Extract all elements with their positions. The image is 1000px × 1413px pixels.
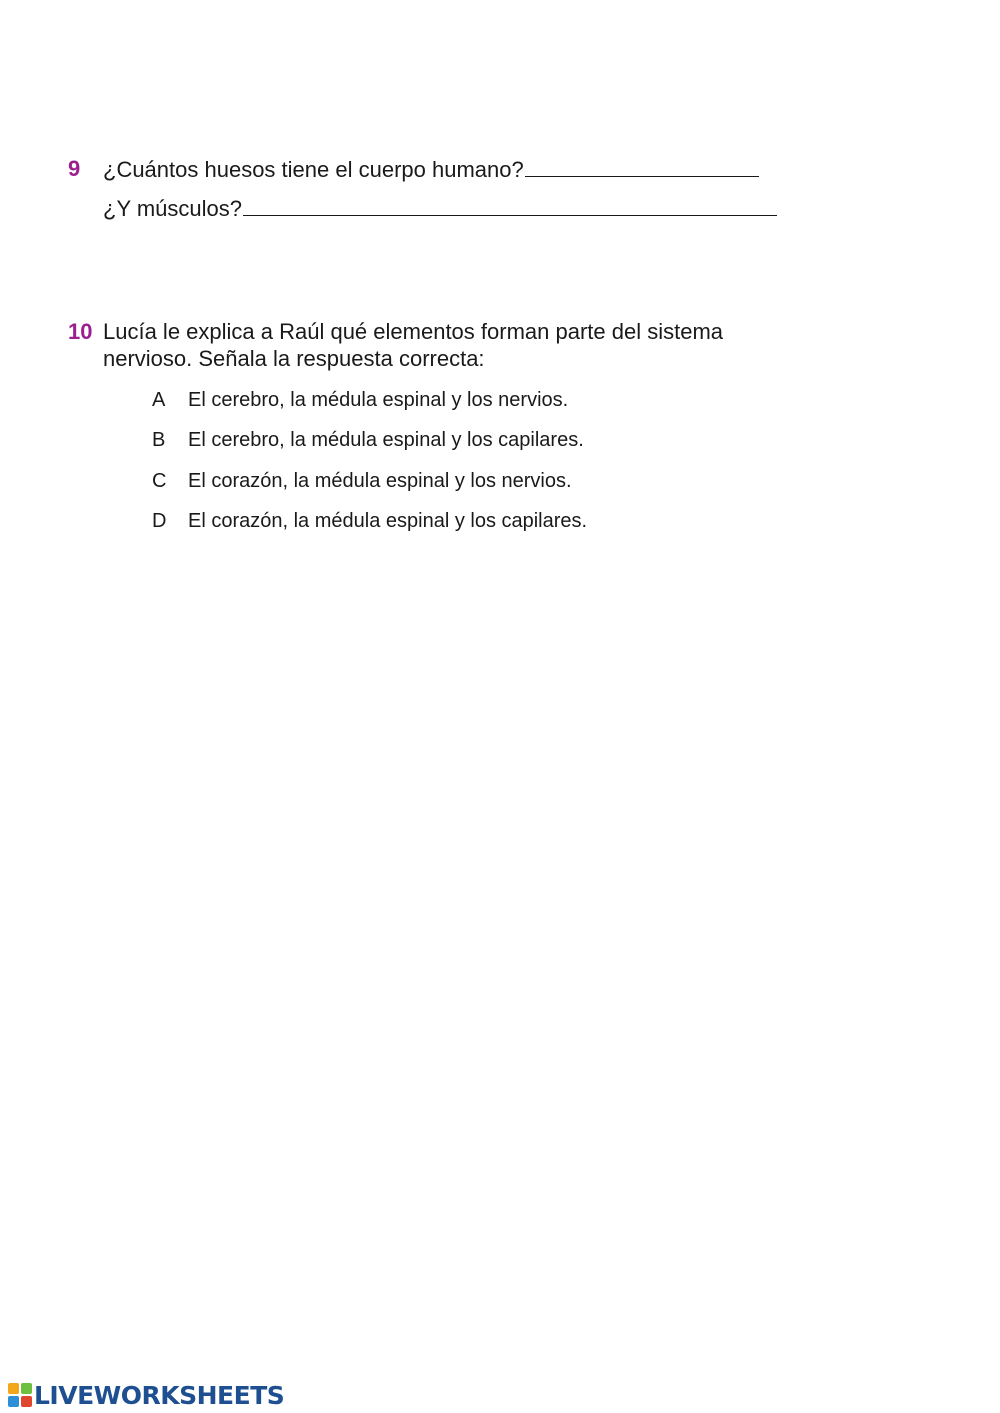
liveworksheets-logo: [8, 1380, 284, 1410]
option-text: El cerebro, la médula espinal y los nervios.: [188, 389, 569, 411]
option-text: El corazón, la médula espinal y los capilares.: [188, 510, 588, 532]
option-letter: A: [152, 389, 166, 411]
question-number: 9: [68, 156, 81, 181]
question-10-line-2: nervioso. Señala la respuesta correcta:: [103, 346, 485, 371]
option-letter: D: [152, 510, 167, 532]
option-letter: B: [152, 429, 166, 451]
logo-blocks-icon: [8, 1383, 32, 1407]
answer-blank-bones[interactable]: [525, 156, 759, 177]
question-9-line-2: [103, 195, 777, 222]
option-text: El cerebro, la médula espinal y los capilares.: [188, 429, 584, 451]
question-9-line-1: [103, 156, 759, 183]
option-letter: C: [152, 470, 167, 492]
logo-text: LIVEWORKSHEETS: [34, 1380, 285, 1410]
option-text: El corazón, la médula espinal y los nervios.: [188, 470, 572, 492]
question-10-line-1: Lucía le explica a Raúl qué elementos forman parte del sistema: [103, 319, 724, 344]
question-text: ¿Cuántos huesos tiene el cuerpo humano?: [103, 157, 524, 182]
question-text: ¿Y músculos?: [103, 196, 242, 221]
answer-blank-muscles[interactable]: [243, 195, 777, 216]
question-number: 10: [68, 319, 93, 344]
